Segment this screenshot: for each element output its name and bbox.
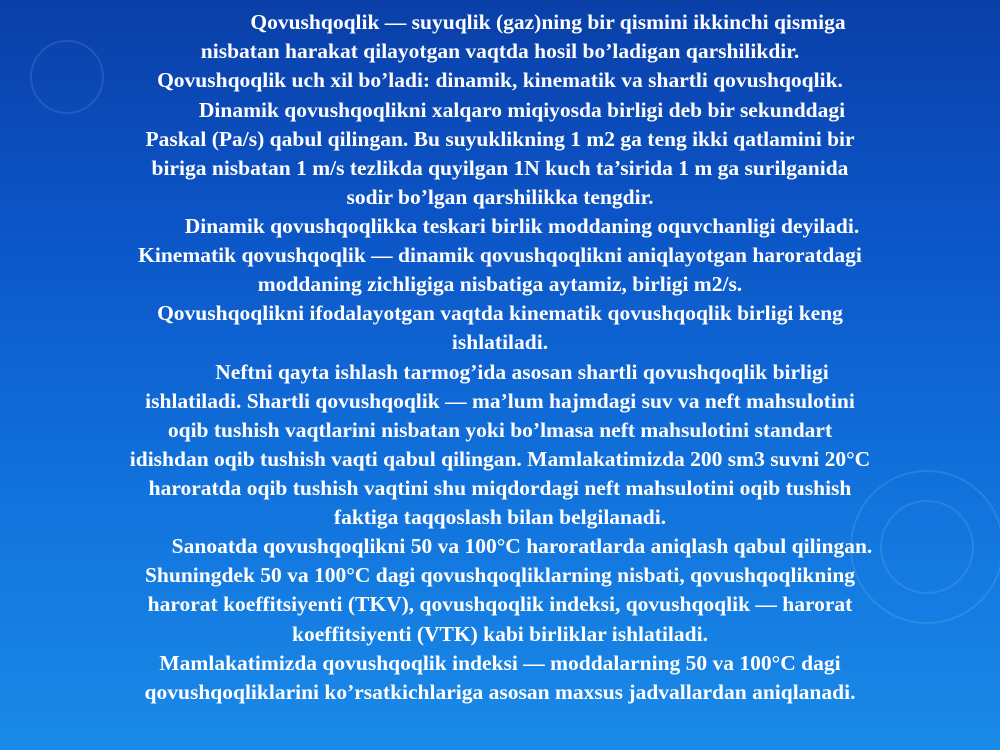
text-line: Mamlakatimizda qovushqoqlik indeksi — moddalarning 50 va 100°C dagi	[159, 651, 841, 675]
text-line: harorat koeffitsiyenti (TKV), qovushqoqlik indeksi, qovushqoqlik — harorat	[147, 592, 853, 616]
text-line: Dinamik qovushqoqlikni xalqaro miqiyosda birligi deb bir sekunddagi	[198, 98, 846, 122]
text-line: sodir bo’lgan qarshilikka tengdir.	[346, 185, 654, 209]
text-line: Paskal (Pa/s) qabul qilingan. Bu suyuklikning 1 m2 ga teng ikki qatlamini bir	[145, 127, 855, 151]
text-line: Sanoatda qovushqoqlikni 50 va 100°C haroratlarda aniqlash qabul qilingan.	[171, 534, 873, 558]
text-line: Qovushqoqlik uch xil bo’ladi: dinamik, kinematik va shartli qovushqoqlik.	[157, 68, 843, 92]
text-line: biriga nisbatan 1 m/s tezlikda quyilgan 1N kuch ta’sirida 1 m ga surilganida	[151, 156, 849, 180]
text-line: haroratda oqib tushish vaqtini shu miqdordagi neft mahsulotini oqib tushish	[148, 476, 852, 500]
text-line: Neftni qayta ishlash tarmog’ida asosan shartli qovushqoqlik birligi	[215, 360, 829, 384]
text-line: qovushqoqliklarini ko’rsatkichlariga asosan maxsus jadvallardan aniqlanadi.	[144, 680, 856, 704]
text-line: koeffitsiyenti (VTK) kabi birliklar ishlatiladi.	[292, 622, 708, 646]
text-line: faktiga taqqoslash bilan belgilanadi.	[333, 505, 667, 529]
text-line: ishlatiladi. Shartli qovushqoqlik — ma’lum hajmdagi suv va neft mahsulotini	[145, 389, 855, 413]
slide-text-body	[0, 8, 1000, 742]
text-line: Qovushqoqlikni ifodalayotgan vaqtda kinematik qovushqoqlik birligi keng	[157, 301, 843, 325]
text-line: nisbatan harakat qilayotgan vaqtda hosil bo’ladigan qarshilikdir.	[200, 39, 800, 63]
text-line: oqib tushish vaqtlarini nisbatan yoki bo’lmasa neft mahsulotini standart	[167, 418, 833, 442]
text-line: moddaning zichligiga nisbatiga aytamiz, birligi m2/s.	[257, 272, 743, 296]
text-line: Dinamik qovushqoqlikka teskari birlik moddaning oquvchanligi deyiladi.	[184, 214, 860, 238]
text-line: Kinematik qovushqoqlik — dinamik qovushqoqlikni aniqlayotgan haroratdagi	[138, 243, 862, 267]
text-line: idishdan oqib tushish vaqti qabul qilingan. Mamlakatimizda 200 sm3 suvni 20°C	[129, 447, 871, 471]
text-line: ishlatiladi.	[451, 330, 549, 354]
text-line: Shuningdek 50 va 100°C dagi qovushqoqliklarning nisbati, qovushqoqlikning	[144, 563, 856, 587]
text-line: Qovushqoqlik — suyuqlik (gaz)ning bir qismini ikkinchi qismiga	[250, 10, 846, 34]
